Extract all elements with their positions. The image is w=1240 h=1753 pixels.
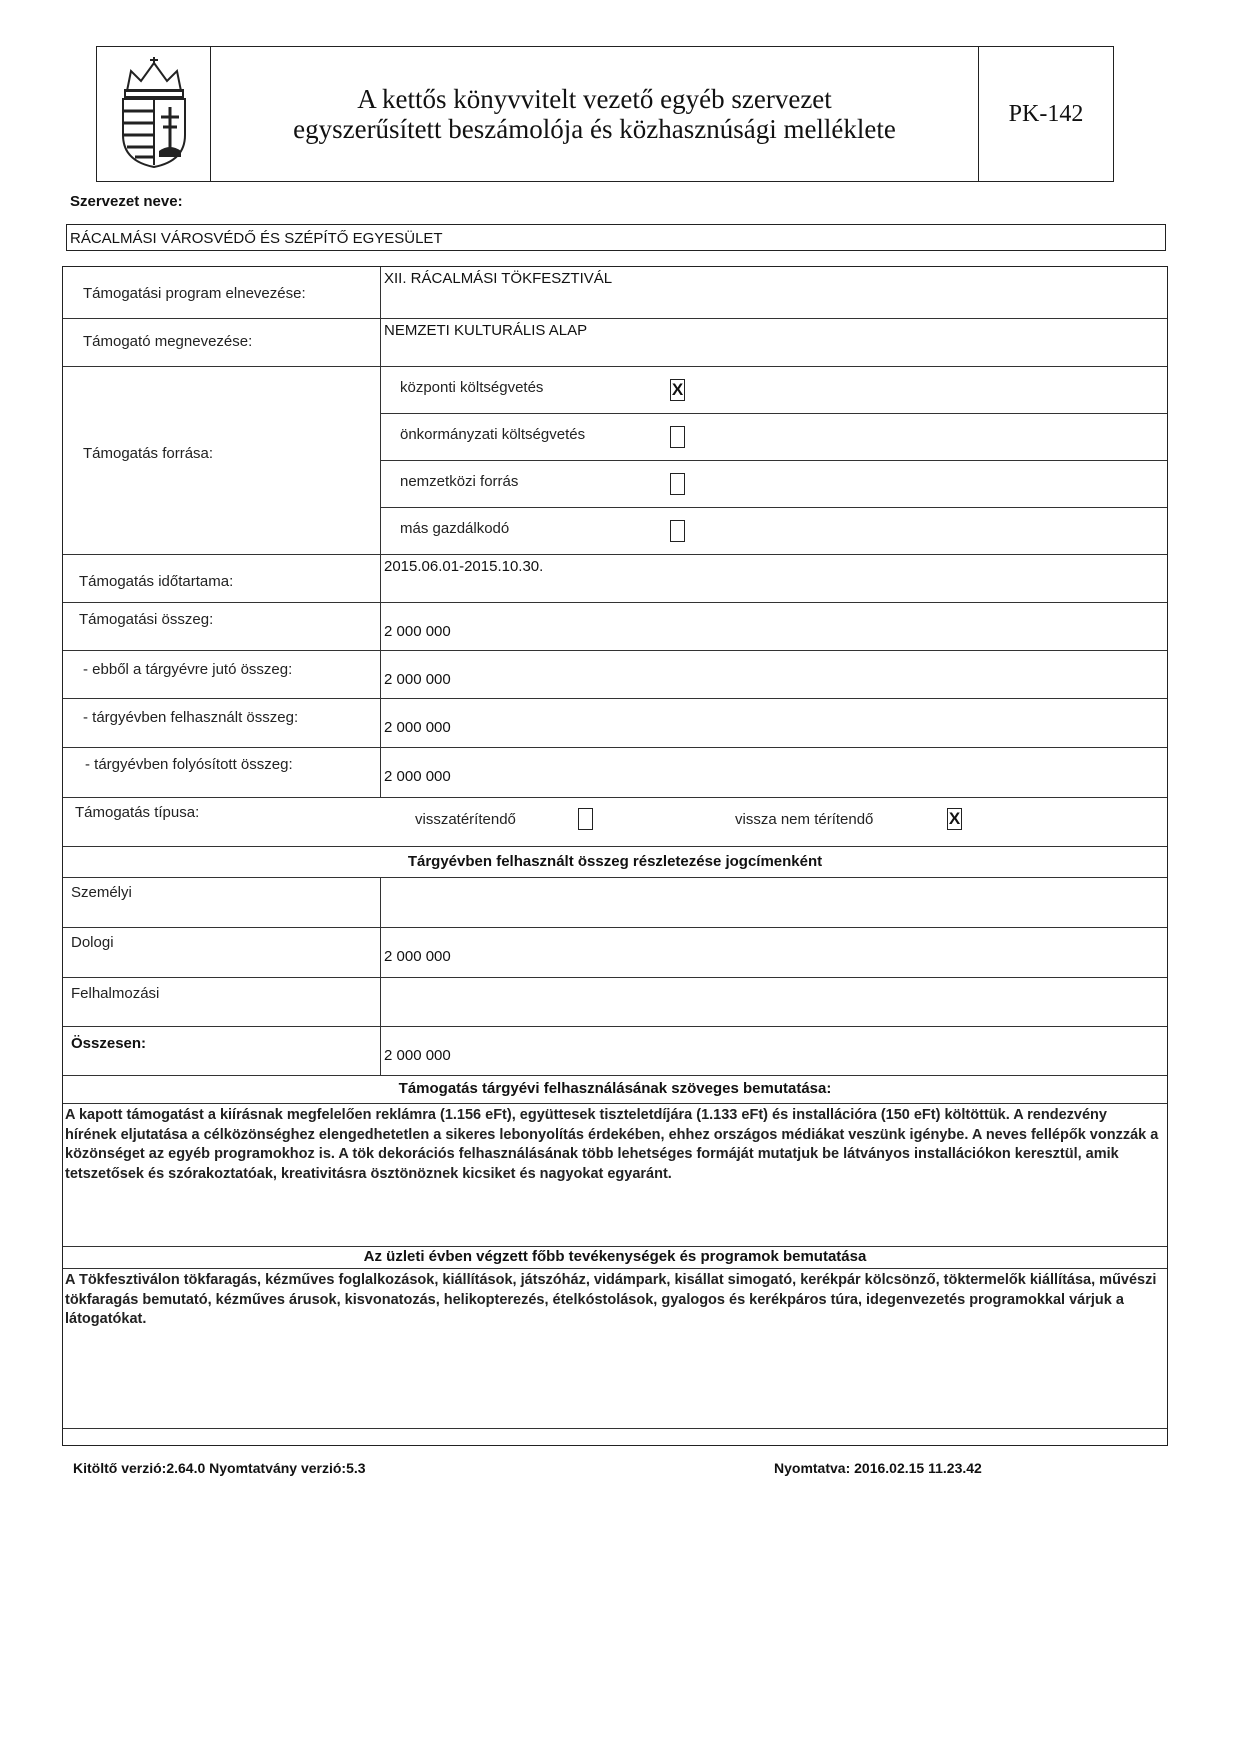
source-option-label: önkormányzati költségvetés <box>400 426 586 443</box>
source-option-label: nemzetközi forrás <box>400 473 519 490</box>
source-municipal-checkbox[interactable] <box>670 426 685 448</box>
year-amount-label: - ebből a tárgyévre jutó összeg: <box>83 661 293 678</box>
material-value: 2 000 000 <box>384 948 451 965</box>
duration-row <box>63 555 1167 603</box>
sum-label: Összesen: <box>71 1035 147 1052</box>
source-option-other-business <box>381 508 1167 555</box>
usage-title: Támogatás tárgyévi felhasználásának szöveges bemutatása: <box>398 1080 832 1097</box>
paid-amount-row <box>63 748 1167 798</box>
source-row <box>63 367 1167 555</box>
source-option-municipal <box>381 414 1167 461</box>
source-option-label: központi költségvetés <box>400 379 544 396</box>
total-amount-label: Támogatási összeg: <box>79 611 214 628</box>
sum-value: 2 000 000 <box>384 1047 451 1064</box>
used-amount-value: 2 000 000 <box>384 719 451 736</box>
version-info: Kitöltő verzió:2.64.0 Nyomtatvány verzió:5.3 <box>73 1460 366 1476</box>
personal-label-cell <box>63 878 381 927</box>
activities-title-row <box>63 1247 1167 1269</box>
print-timestamp: Nyomtatva: 2016.02.15 11.23.42 <box>774 1460 982 1476</box>
support-type-row <box>63 798 1167 847</box>
breakdown-title: Tárgyévben felhasznált összeg részletezése jogcímenként <box>407 853 823 870</box>
personal-field[interactable] <box>381 878 1167 927</box>
program-name-row <box>63 267 1167 319</box>
support-form <box>62 266 1168 1446</box>
program-name-value: XII. RÁCALMÁSI TÖKFESZTIVÁL <box>384 270 613 287</box>
nonrefundable-checkbox[interactable]: X <box>948 809 961 828</box>
capital-field[interactable] <box>381 978 1167 1026</box>
organization-label: Szervezet neve: <box>70 193 183 210</box>
year-amount-value: 2 000 000 <box>384 671 451 688</box>
form-title <box>211 47 979 181</box>
material-label: Dologi <box>71 934 114 951</box>
used-amount-row <box>63 699 1167 748</box>
usage-text: A kapott támogatást a kiírásnak megfelelően reklámra (1.156 eFt), együttesek tiszteletdíjára (1.133 eFt) és installációra (150 eFt) költöttük. A rendezvény hírének eljutatása a célközönséghez elengedhetetlen a sikeres lebonyolítás érdekében, ehhez országos médiákat veszünk igénybe. A neves fellépők vonzzák a közönséget az egyéb programokhoz is. A tök dekorációs felhasználásának több lehetséges formáját mutatjuk be látványos installációkon keresztül, amik tetszetősek és szórakoztatóak, kreativitásra ösztönöznek kicsiket és nagyokat egyaránt. <box>65 1107 1159 1182</box>
total-amount-field[interactable] <box>381 603 1167 650</box>
supporter-value: NEMZETI KULTURÁLIS ALAP <box>384 322 588 339</box>
sum-field[interactable] <box>381 1027 1167 1075</box>
used-amount-label-cell <box>63 699 381 747</box>
supporter-label: Támogató megnevezése: <box>83 333 253 350</box>
paid-amount-field[interactable] <box>381 748 1167 797</box>
total-amount-row <box>63 603 1167 651</box>
refundable-label: visszatérítendő <box>415 811 516 828</box>
supporter-label-cell <box>63 319 381 366</box>
support-type-label: Támogatás típusa: <box>75 804 200 821</box>
duration-field[interactable] <box>381 555 1167 602</box>
total-amount-value: 2 000 000 <box>384 623 451 640</box>
supporter-field[interactable] <box>381 319 1167 366</box>
supporter-row <box>63 319 1167 367</box>
capital-row <box>63 978 1167 1027</box>
breakdown-title-row <box>63 847 1167 878</box>
source-label-cell <box>63 367 381 554</box>
form-header <box>96 46 1114 182</box>
source-international-checkbox[interactable] <box>670 473 685 495</box>
material-label-cell <box>63 928 381 977</box>
activities-title: Az üzleti évben végzett főbb tevékenységek és programok bemutatása <box>363 1248 867 1265</box>
activities-text-area[interactable] <box>63 1269 1167 1429</box>
personal-row <box>63 878 1167 928</box>
personal-label: Személyi <box>71 884 132 901</box>
paid-amount-label-cell <box>63 748 381 797</box>
capital-label-cell <box>63 978 381 1026</box>
duration-value: 2015.06.01-2015.10.30. <box>384 558 544 575</box>
year-amount-label-cell <box>63 651 381 698</box>
sum-row <box>63 1027 1167 1076</box>
duration-label-cell <box>63 555 381 602</box>
program-name-label: Támogatási program elnevezése: <box>83 285 306 302</box>
year-amount-row <box>63 651 1167 699</box>
activities-text: A Tökfesztiválon tökfaragás, kézműves foglalkozások, kiállítások, játszóház, vidámpark, kisállat simogató, kerékpár kölcsönző, töktermelők kiállítása, művészi tökfaragás bemutató, kézműves árusok, kisvonatozás, helikopterezés, ételkóstolások, gyalogos és kerékpáros túra, idegenvezetés programokkal várjuk a látogatókat. <box>65 1272 1157 1327</box>
form-title-line-1: A kettős könyvvitelt vezető egyéb szervezet <box>357 84 832 114</box>
source-label: Támogatás forrása: <box>83 445 214 462</box>
material-field[interactable] <box>381 928 1167 977</box>
source-option-international <box>381 461 1167 508</box>
nonrefundable-label: vissza nem térítendő <box>735 811 874 828</box>
sum-label-cell <box>63 1027 381 1075</box>
source-central-checkbox[interactable]: X <box>671 380 684 399</box>
source-other-business-checkbox[interactable] <box>670 520 685 542</box>
year-amount-field[interactable] <box>381 651 1167 698</box>
usage-text-area[interactable] <box>63 1104 1167 1247</box>
usage-title-row <box>63 1076 1167 1104</box>
used-amount-label: - tárgyévben felhasznált összeg: <box>83 709 299 726</box>
source-option-label: más gazdálkodó <box>400 520 510 537</box>
form-code: PK-142 <box>1008 100 1084 127</box>
used-amount-field[interactable] <box>381 699 1167 747</box>
form-title-line-2: egyszerűsített beszámolója és közhasznúsági melléklete <box>293 114 896 144</box>
material-row <box>63 928 1167 978</box>
source-option-central <box>381 367 1167 414</box>
organization-name-field[interactable]: RÁCALMÁSI VÁROSVÉDŐ ÉS SZÉPÍTŐ EGYESÜLET <box>66 224 1166 251</box>
duration-label: Támogatás időtartama: <box>79 573 234 590</box>
refundable-checkbox[interactable] <box>578 808 593 830</box>
hungarian-coat-of-arms-icon <box>113 57 195 169</box>
paid-amount-label: - tárgyévben folyósított összeg: <box>85 756 293 773</box>
program-name-label-cell <box>63 267 381 318</box>
crest-cell <box>97 47 211 181</box>
paid-amount-value: 2 000 000 <box>384 768 451 785</box>
total-amount-label-cell <box>63 603 381 650</box>
capital-label: Felhalmozási <box>71 985 160 1002</box>
program-name-field[interactable] <box>381 267 1167 318</box>
